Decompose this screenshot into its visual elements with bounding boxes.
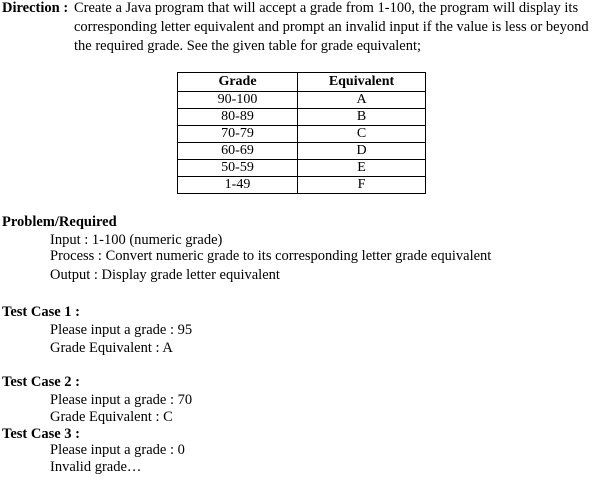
table-row bbox=[178, 126, 426, 143]
letter-equivalent-cell: D bbox=[298, 143, 426, 160]
direction-text-line: corresponding letter equivalent and prompt an invalid input if the value is less or beyond bbox=[74, 19, 589, 35]
letter-equivalent-cell: A bbox=[298, 92, 426, 109]
letter-equivalent-cell: B bbox=[298, 109, 426, 126]
direction-label: Direction : bbox=[2, 0, 69, 16]
table-row bbox=[178, 109, 426, 126]
direction-text-line: Create a Java program that will accept a grade from 1-100, the program will display its bbox=[74, 0, 579, 16]
test-case-heading: Test Case 2 : bbox=[2, 374, 81, 390]
table-row bbox=[178, 177, 426, 194]
test-case-line: Please input a grade : 95 bbox=[50, 322, 193, 338]
direction-text-line: the required grade. See the given table for grade equivalent; bbox=[74, 38, 422, 54]
grade-range-cell: 80-89 bbox=[178, 109, 298, 126]
letter-equivalent-cell: C bbox=[298, 126, 426, 143]
letter-equivalent-cell: F bbox=[298, 177, 426, 194]
test-case-line: Grade Equivalent : A bbox=[50, 340, 173, 356]
test-case-line: Grade Equivalent : C bbox=[50, 409, 173, 425]
problem-input-text: Input : 1-100 (numeric grade) bbox=[50, 232, 223, 248]
test-case-line: Please input a grade : 70 bbox=[50, 392, 193, 408]
grade-range-cell: 50-59 bbox=[178, 160, 298, 177]
letter-equivalent-cell: E bbox=[298, 160, 426, 177]
table-row bbox=[178, 160, 426, 177]
table-row bbox=[178, 92, 426, 109]
problem-process-text: Process : Convert numeric grade to its corresponding letter grade equivalent bbox=[50, 248, 492, 264]
problem-heading: Problem/Required bbox=[2, 214, 117, 230]
problem-output-text: Output : Display grade letter equivalent bbox=[50, 267, 280, 283]
equivalent-column-header: Equivalent bbox=[298, 73, 426, 92]
grade-range-cell: 70-79 bbox=[178, 126, 298, 143]
grade-range-cell: 90-100 bbox=[178, 92, 298, 109]
table-header-row bbox=[178, 73, 426, 92]
table-row bbox=[178, 143, 426, 160]
test-case-line: Invalid grade… bbox=[50, 459, 142, 475]
test-case-heading: Test Case 3 : bbox=[2, 426, 81, 442]
grade-range-cell: 1-49 bbox=[178, 177, 298, 194]
grade-range-cell: 60-69 bbox=[178, 143, 298, 160]
grade-column-header: Grade bbox=[178, 73, 298, 92]
grade-equivalent-table bbox=[177, 72, 426, 194]
test-case-line: Please input a grade : 0 bbox=[50, 442, 185, 458]
test-case-heading: Test Case 1 : bbox=[2, 304, 81, 320]
